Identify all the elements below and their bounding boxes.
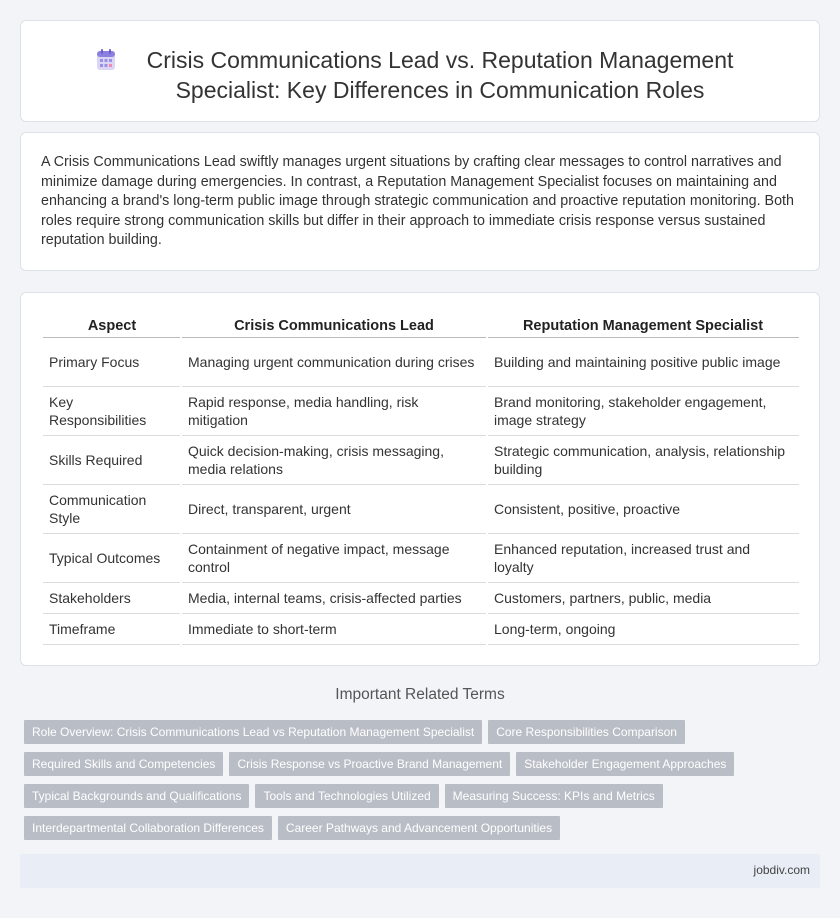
footer-site-link[interactable]: jobdiv.com — [753, 863, 810, 877]
related-terms-heading: Important Related Terms — [335, 686, 505, 703]
tag-row — [24, 720, 824, 744]
calendar-icon — [95, 48, 117, 72]
table-row — [43, 435, 799, 484]
header-aspect: Aspect — [43, 313, 181, 337]
row-aspect: Skills Required — [43, 435, 181, 484]
header-crisis-lead: Crisis Communications Lead — [181, 313, 487, 337]
intro-card — [20, 132, 820, 271]
comparison-table-card — [20, 292, 820, 666]
related-term-tag[interactable]: Tools and Technologies Utilized — [255, 784, 438, 808]
tag-row — [24, 784, 824, 808]
related-term-tag[interactable]: Stakeholder Engagement Approaches — [516, 752, 734, 776]
row-reputation-specialist: Consistent, positive, proactive — [487, 484, 799, 533]
related-term-tag[interactable]: Interdepartmental Collaboration Differences — [24, 816, 272, 840]
related-term-tag[interactable]: Crisis Response vs Proactive Brand Management — [229, 752, 510, 776]
row-aspect: Key Responsibilities — [43, 386, 181, 435]
row-reputation-specialist: Building and maintaining positive public image — [487, 337, 799, 386]
tag-row — [24, 816, 824, 840]
row-crisis-lead: Quick decision-making, crisis messaging, media relations — [181, 435, 487, 484]
related-term-tag[interactable]: Required Skills and Competencies — [24, 752, 223, 776]
intro-paragraph: A Crisis Communications Lead swiftly manages urgent situations by crafting clear messages to control narratives and minimize damage during emergencies. In contrast, a Reputation Management Specialist focuses on maintaining and enhancing a brand's long-term public image through strategic communication and proactive reputation monitoring. Both roles require strong communication skills but differ in their approach to immediate crisis response versus sustained reputation building. — [41, 154, 794, 249]
related-terms-tags — [24, 720, 824, 848]
row-aspect: Stakeholders — [43, 582, 181, 613]
table-row — [43, 613, 799, 644]
tag-row — [24, 752, 824, 776]
table-row — [43, 533, 799, 582]
related-term-tag[interactable]: Typical Backgrounds and Qualifications — [24, 784, 249, 808]
row-crisis-lead: Managing urgent communication during crises — [181, 337, 487, 386]
row-crisis-lead: Containment of negative impact, message control — [181, 533, 487, 582]
header-reputation-specialist: Reputation Management Specialist — [487, 313, 799, 337]
table-row — [43, 582, 799, 613]
row-aspect: Primary Focus — [43, 337, 181, 386]
footer — [20, 854, 820, 888]
row-crisis-lead: Immediate to short-term — [181, 613, 487, 644]
table-row — [43, 337, 799, 386]
row-aspect: Timeframe — [43, 613, 181, 644]
row-reputation-specialist: Strategic communication, analysis, relationship building — [487, 435, 799, 484]
title-card — [20, 20, 820, 122]
related-term-tag[interactable]: Measuring Success: KPIs and Metrics — [445, 784, 663, 808]
row-aspect: Communication Style — [43, 484, 181, 533]
table-row — [43, 484, 799, 533]
row-crisis-lead: Media, internal teams, crisis-affected parties — [181, 582, 487, 613]
comparison-table — [43, 313, 799, 645]
table-header-row — [43, 313, 799, 337]
row-aspect: Typical Outcomes — [43, 533, 181, 582]
row-crisis-lead: Direct, transparent, urgent — [181, 484, 487, 533]
row-reputation-specialist: Brand monitoring, stakeholder engagement, image strategy — [487, 386, 799, 435]
row-reputation-specialist: Enhanced reputation, increased trust and loyalty — [487, 533, 799, 582]
related-term-tag[interactable]: Career Pathways and Advancement Opportunities — [278, 816, 560, 840]
row-reputation-specialist: Customers, partners, public, media — [487, 582, 799, 613]
row-reputation-specialist: Long-term, ongoing — [487, 613, 799, 644]
page-title: Crisis Communications Lead vs. Reputation Management Specialist: Key Differences in Communication Roles — [146, 47, 734, 103]
row-crisis-lead: Rapid response, media handling, risk mitigation — [181, 386, 487, 435]
related-term-tag[interactable]: Core Responsibilities Comparison — [488, 720, 685, 744]
table-row — [43, 386, 799, 435]
related-term-tag[interactable]: Role Overview: Crisis Communications Lead vs Reputation Management Specialist — [24, 720, 482, 744]
title-wrap — [21, 45, 819, 105]
